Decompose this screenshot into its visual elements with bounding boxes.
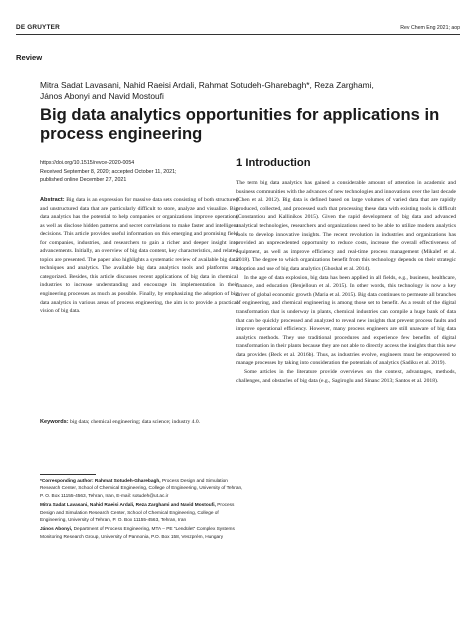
abstract-text: Big data is an expression for massive data sets consisting of both structured and unstructured data that are particularly difficult to store, analyze and visualize. Big data analytics has the potential to help companies or organizations improve operations as well as disclose hidden patterns and secret correlations to make faster and intelligent decisions. This article provides useful information on this emerging and promising field for companies, industries, and researchers to gain a richer and deeper insight into advancements. Initially, an overview of big data content, key characteristics, and related topics are presented. The paper also highlights a systematic review of available big data techniques and analytics. The available big data analytics tools and platforms are categorized. Besides, this article discusses recent applications of big data in chemical industries to increase understanding and encourage its implementation in their engineering processes as much as possible. Finally, by emphasizing the adoption of big data analytics in various areas of process engineering, the aim is to provide a practical vision of big data. — [40, 197, 238, 315]
abonyi-label: János Abonyi, — [40, 527, 73, 533]
corresponding-author-text: Process Design and Simulation Research Center, School of Chemical Engineering, College of Engineering, University of Tehran, P. O. Box 11155-4563, Tehran, Iran, E-mail: sotudeh@ut.ac.ir — [40, 479, 243, 499]
authors-line: János Abonyi and Navid Mostoufi — [40, 91, 164, 102]
author-list — [40, 80, 460, 102]
introduction-paragraph: The term big data analytics has gained a considerable amount of attention in academic and business communities with the advances of new technologies and innovations over the last decade (Chen et al. 2012). Big data is defined based on large volumes of varied data that are rapidly produced, collected, and processed such that processing these data with existing tools is difficult (Constantiou and Kallinikos 2015). Given the rapid development of big data and advanced analytical technologies, researchers and organizations need to be able to utilize modern analytics tools to develop innovative insights. The recent revolution in industries and organizations has provided an unprecedented opportunity to reduce costs, increase the overall effectiveness of equipment, as well as improve efficiency and real-time process management (Mikalef et al. 2018). The degree to which organizations benefit from this technology depends on their strategic adoption and use of big data analytics (Ghoshal et al. 2014). — [236, 180, 456, 272]
abonyi-note — [40, 526, 246, 541]
section-label: Review — [16, 53, 43, 62]
abstract — [40, 196, 238, 316]
article-metadata — [40, 159, 240, 185]
journal-reference: Rev Chem Eng 2021; aop — [400, 25, 460, 31]
article-title: Big data analytics opportunities for applications in process engineering — [40, 105, 440, 143]
introduction-heading: 1 Introduction — [236, 157, 311, 169]
keywords-text: big data; chemical engineering; data science; industry 4.0. — [70, 419, 201, 425]
introduction-paragraph: Some articles in the literature provide overviews on the context, advantages, methods, challenges, and obstacles of big data (e.g., Sagiroglu and Sinanc 2013; Santos et al. 2018). — [236, 369, 456, 384]
authors-line: Mitra Sadat Lavasani, Nahid Raeisi Ardali, Rahmat Sotudeh-Gharebagh*, Reza Zarghami, — [40, 80, 374, 90]
coauthors-text: Process Design and Simulation Research Center, School of Chemical Engineering, College of Engineering, University of Tehran, P. O. Box 11155-4563, Tehran, Iran — [40, 503, 235, 524]
corresponding-author-label: *Corresponding author: Rahmat Sotudeh-Gharebagh, — [40, 479, 161, 484]
header-divider — [16, 34, 460, 35]
abstract-label: Abstract: — [40, 197, 65, 203]
coauthors-label: Mitra Sadat Lavasani, Nahid Raeisi Ardali, Reza Zarghami and Navid Mostoufi, — [40, 503, 216, 509]
abonyi-text: Department of Process Engineering, MTA – PE “Lendület” Complex Systems Monitoring Research Group, University of Pannonia, P.O. Box 158, Veszprém, Hungary — [40, 527, 235, 540]
doi-link[interactable]: https://doi.org/10.1515/revce-2020-0054 — [40, 160, 135, 166]
published-date: published online December 27, 2021 — [40, 177, 127, 183]
received-dates: Received September 8, 2020; accepted October 11, 2021; — [40, 168, 177, 175]
publisher-name: DE GRUYTER — [16, 24, 60, 31]
author-affiliations — [40, 478, 246, 543]
keywords — [40, 418, 238, 427]
introduction-paragraph: In the age of data explosion, big data has been applied in all fields, e.g., business, healthcare, finance, and education (Benjelloun et al. 2015). In other words, this technology is now a key driver of global economic growth (Maria et al. 2015). Big data continues to permeate all branches of engineering, and chemical engineering is among those set to benefit. As a result of the digital transformation that is underway in plants, chemical industries can compile a huge bank of data that can be quickly processed and analyzed to reveal new insights that prevent process faults and improve operational efficiency. However, many process engineers are still unaware of big data analytics methods. They use traditional procedures and experience few benefits of digital transformation in their plants because they are not able to directly access the insights that this new data provides (Beck et al. 2016b). Thus, as industries evolve, engineers must be empowered to manage processes by taking into consideration the potentials of analytics (Sadiku et al. 2019). — [236, 274, 456, 367]
corresponding-author-note — [40, 478, 246, 500]
introduction-body — [236, 179, 456, 385]
keywords-label: Keywords: — [40, 419, 69, 425]
footnote-divider — [40, 474, 96, 475]
coauthors-note — [40, 502, 246, 524]
